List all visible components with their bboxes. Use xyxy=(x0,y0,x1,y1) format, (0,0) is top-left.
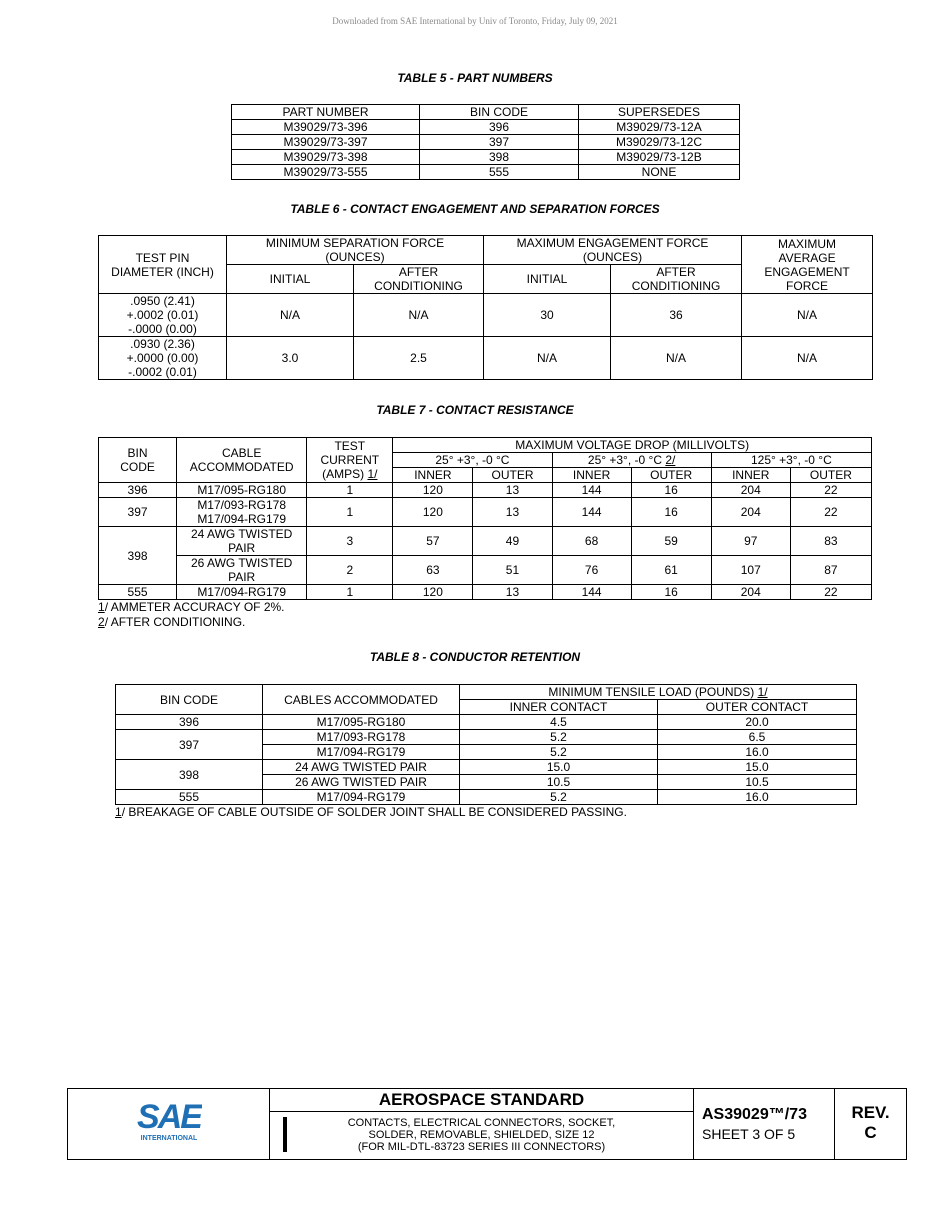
table6-cell: N/A xyxy=(611,337,742,380)
table7-header-outer: OUTER xyxy=(473,468,552,483)
table-row xyxy=(116,760,857,775)
table8-cell: 5.2 xyxy=(460,745,658,760)
table7-cell: 16 xyxy=(631,498,711,527)
table6-title: TABLE 6 - CONTACT ENGAGEMENT AND SEPARATION FORCES xyxy=(290,202,660,216)
table7-cell: 397 xyxy=(99,498,177,527)
table7-header-temp-2-text: 25° +3°, -0 °C xyxy=(587,453,666,467)
table7-cell: 68 xyxy=(552,527,631,556)
table6-header-max-average: MAXIMUM AVERAGE ENGAGEMENT FORCE xyxy=(742,236,873,294)
table7-cell: M17/093-RG178 M17/094-RG179 xyxy=(177,498,307,527)
table7-cell: 144 xyxy=(552,483,631,498)
table8-header-inner: INNER CONTACT xyxy=(460,700,658,715)
table7-cell: 120 xyxy=(393,483,473,498)
table7-cell: 83 xyxy=(790,527,871,556)
footnote-text: / AFTER CONDITIONING. xyxy=(104,615,246,629)
table6-header-after: AFTER CONDITIONING xyxy=(354,265,484,294)
table7-cell: 16 xyxy=(631,483,711,498)
table7-cell: 51 xyxy=(473,556,552,585)
table7-cell: 398 xyxy=(99,527,177,585)
table7-cell: 120 xyxy=(393,498,473,527)
table8-cell: 6.5 xyxy=(658,730,857,745)
logo-cell xyxy=(68,1089,270,1159)
table8-cell: 4.5 xyxy=(460,715,658,730)
table7-cell: 61 xyxy=(631,556,711,585)
table7-cell: 13 xyxy=(473,498,552,527)
table6 xyxy=(98,235,873,380)
table7-header-temp-3: 125° +3°, -0 °C xyxy=(711,453,871,468)
table5-cell: 398 xyxy=(420,150,579,165)
table8-cell: M17/093-RG178 xyxy=(263,730,460,745)
footnote-number: 1 xyxy=(98,600,105,614)
table7-cell: M17/095-RG180 xyxy=(177,483,307,498)
table8-cell: 398 xyxy=(116,760,263,790)
table-row xyxy=(116,715,857,730)
document-description: CONTACTS, ELECTRICAL CONNECTORS, SOCKET, SOLDER, REMOVABLE, SHIELDED, SIZE 12 (FOR MIL-DTL-83723 SERIES III CONNECTORS) xyxy=(347,1117,616,1153)
table8-header-min-tensile-text: MINIMUM TENSILE LOAD (POUNDS) xyxy=(548,685,758,699)
table7-header-test-current-text: TEST CURRENT (AMPS) xyxy=(320,439,380,481)
table8-cell: 10.5 xyxy=(658,775,857,790)
table7-cell: 2 xyxy=(307,556,393,585)
sae-logo-text: SAE xyxy=(137,1098,201,1136)
table5-header-bin-code: BIN CODE xyxy=(420,105,579,120)
sheet-number: SHEET 3 OF 5 xyxy=(702,1126,796,1142)
table8-cell: 396 xyxy=(116,715,263,730)
table7-cell: 3 xyxy=(307,527,393,556)
table7-cell: 87 xyxy=(790,556,871,585)
footnote-ref: 1/ xyxy=(367,467,378,481)
table-row xyxy=(232,165,740,180)
table5-header-supersedes: SUPERSEDES xyxy=(579,105,740,120)
table-row xyxy=(99,556,872,585)
table6-header-max-engagement: MAXIMUM ENGAGEMENT FORCE (OUNCES) xyxy=(484,236,742,265)
table7-header-max-voltage: MAXIMUM VOLTAGE DROP (MILLIVOLTS) xyxy=(393,438,872,453)
table7-note-2 xyxy=(98,615,245,630)
table8-cell: 555 xyxy=(116,790,263,805)
table8-header-cables: CABLES ACCOMMODATED xyxy=(263,685,460,715)
table6-cell: 3.0 xyxy=(227,337,354,380)
footnote-number: 2 xyxy=(98,615,105,629)
table7-header-outer: OUTER xyxy=(790,468,871,483)
table6-pin-diameter: .0930 (2.36) +.0000 (0.00) -.0002 (0.01) xyxy=(99,337,227,380)
table-row xyxy=(99,483,872,498)
table5-cell: 555 xyxy=(420,165,579,180)
table8-header-outer: OUTER CONTACT xyxy=(658,700,857,715)
table7-cell: 204 xyxy=(711,498,790,527)
table7-cell: 13 xyxy=(473,483,552,498)
aerospace-standard-title: AEROSPACE STANDARD xyxy=(270,1089,693,1112)
table6-cell: N/A xyxy=(742,294,873,337)
footnote-number: 1 xyxy=(115,805,122,819)
sae-logo-subtext: INTERNATIONAL xyxy=(140,1135,198,1142)
table8-cell: 16.0 xyxy=(658,745,857,760)
footnote-text: / BREAKAGE OF CABLE OUTSIDE OF SOLDER JOINT SHALL BE CONSIDERED PASSING. xyxy=(121,805,627,819)
table6-cell: 30 xyxy=(484,294,611,337)
table7-header-temp-2 xyxy=(552,453,711,468)
table7-cell: 13 xyxy=(473,585,552,600)
table7-title: TABLE 7 - CONTACT RESISTANCE xyxy=(376,403,574,417)
description-cell xyxy=(270,1089,694,1159)
table7-cell: 555 xyxy=(99,585,177,600)
table5-cell: M39029/73-555 xyxy=(232,165,420,180)
table5-cell: M39029/73-12B xyxy=(579,150,740,165)
table7-header-outer: OUTER xyxy=(631,468,711,483)
table7-cell: 1 xyxy=(307,585,393,600)
table6-header-initial: INITIAL xyxy=(484,265,611,294)
table7-cell: 26 AWG TWISTED PAIR xyxy=(177,556,307,585)
table5-cell: NONE xyxy=(579,165,740,180)
table8-cell: 26 AWG TWISTED PAIR xyxy=(263,775,460,790)
table7-cell: 204 xyxy=(711,585,790,600)
table5-cell: 397 xyxy=(420,135,579,150)
table6-pin-diameter: .0950 (2.41) +.0002 (0.01) -.0000 (0.00) xyxy=(99,294,227,337)
table8-cell: 24 AWG TWISTED PAIR xyxy=(263,760,460,775)
table6-cell: N/A xyxy=(354,294,484,337)
doc-number-cell xyxy=(694,1089,835,1159)
table5-cell: 396 xyxy=(420,120,579,135)
title-block xyxy=(67,1088,907,1160)
table7-cell: 144 xyxy=(552,585,631,600)
table8-header-bin: BIN CODE xyxy=(116,685,263,715)
table8-title: TABLE 8 - CONDUCTOR RETENTION xyxy=(369,650,581,664)
table8-header-min-tensile xyxy=(460,685,857,700)
table-row xyxy=(232,150,740,165)
document-number: AS39029™/73 xyxy=(702,1106,807,1123)
table8-cell: 15.0 xyxy=(658,760,857,775)
table8-cell: M17/094-RG179 xyxy=(263,790,460,805)
table8-cell: 15.0 xyxy=(460,760,658,775)
table7-cell: 120 xyxy=(393,585,473,600)
table8-cell: M17/094-RG179 xyxy=(263,745,460,760)
table7-header-test-current xyxy=(307,438,393,483)
download-notice: Downloaded from SAE International by Univ of Toronto, Friday, July 09, 2021 xyxy=(332,16,618,26)
table8-note-1 xyxy=(115,805,627,820)
table6-header-test-pin: TEST PIN DIAMETER (INCH) xyxy=(99,236,227,294)
table6-cell: 36 xyxy=(611,294,742,337)
table5-title: TABLE 5 - PART NUMBERS xyxy=(397,71,553,85)
table8 xyxy=(115,684,857,805)
table8-cell: 10.5 xyxy=(460,775,658,790)
table5-cell: M39029/73-12A xyxy=(579,120,740,135)
table7-cell: 49 xyxy=(473,527,552,556)
table6-header-initial: INITIAL xyxy=(227,265,354,294)
table-row xyxy=(232,135,740,150)
table7-cell: 76 xyxy=(552,556,631,585)
table8-cell: 20.0 xyxy=(658,715,857,730)
table7-cell: 107 xyxy=(711,556,790,585)
table-row xyxy=(99,498,872,527)
table6-header-after: AFTER CONDITIONING xyxy=(611,265,742,294)
table7-cell: 22 xyxy=(790,585,871,600)
table7-cell: 22 xyxy=(790,498,871,527)
table7-cell: 204 xyxy=(711,483,790,498)
table-row xyxy=(99,294,873,337)
table-row xyxy=(116,730,857,745)
revision: REV. C xyxy=(851,1103,890,1142)
table7-header-inner: INNER xyxy=(393,468,473,483)
table-row xyxy=(99,527,872,556)
table5-cell: M39029/73-12C xyxy=(579,135,740,150)
table7-header-bin: BIN CODE xyxy=(99,438,177,483)
table6-cell: N/A xyxy=(227,294,354,337)
table6-cell: N/A xyxy=(742,337,873,380)
table-row xyxy=(99,337,873,380)
table5-cell: M39029/73-396 xyxy=(232,120,420,135)
table-row xyxy=(232,120,740,135)
table5-cell: M39029/73-398 xyxy=(232,150,420,165)
table6-cell: N/A xyxy=(484,337,611,380)
table8-cell: 397 xyxy=(116,730,263,760)
table7-cell: 63 xyxy=(393,556,473,585)
table7-header-inner: INNER xyxy=(552,468,631,483)
footnote-text: / AMMETER ACCURACY OF 2%. xyxy=(104,600,285,614)
table7-note-1 xyxy=(98,600,285,615)
table8-cell: 5.2 xyxy=(460,730,658,745)
table7-cell: 1 xyxy=(307,483,393,498)
table6-cell: 2.5 xyxy=(354,337,484,380)
table7-cell: 1 xyxy=(307,498,393,527)
table8-cell: 5.2 xyxy=(460,790,658,805)
footnote-ref: 2/ xyxy=(665,453,676,467)
footnote-ref: 1/ xyxy=(757,685,768,699)
table7-cell: 144 xyxy=(552,498,631,527)
table7-cell: 16 xyxy=(631,585,711,600)
table7 xyxy=(98,437,872,600)
table7-cell: 97 xyxy=(711,527,790,556)
table5-header-part-number: PART NUMBER xyxy=(232,105,420,120)
table7-cell: 24 AWG TWISTED PAIR xyxy=(177,527,307,556)
table8-cell: 16.0 xyxy=(658,790,857,805)
table7-cell: 57 xyxy=(393,527,473,556)
table7-header-inner: INNER xyxy=(711,468,790,483)
sae-logo xyxy=(136,1097,202,1143)
table7-header-cable: CABLE ACCOMMODATED xyxy=(177,438,307,483)
table6-header-min-separation: MINIMUM SEPARATION FORCE (OUNCES) xyxy=(227,236,484,265)
table7-cell: 22 xyxy=(790,483,871,498)
table-row xyxy=(116,790,857,805)
table7-header-temp-1: 25° +3°, -0 °C xyxy=(393,453,552,468)
table5-cell: M39029/73-397 xyxy=(232,135,420,150)
table7-cell: 396 xyxy=(99,483,177,498)
table7-cell: M17/094-RG179 xyxy=(177,585,307,600)
table-row xyxy=(99,585,872,600)
table7-cell: 59 xyxy=(631,527,711,556)
table5 xyxy=(231,104,740,180)
table8-cell: M17/095-RG180 xyxy=(263,715,460,730)
